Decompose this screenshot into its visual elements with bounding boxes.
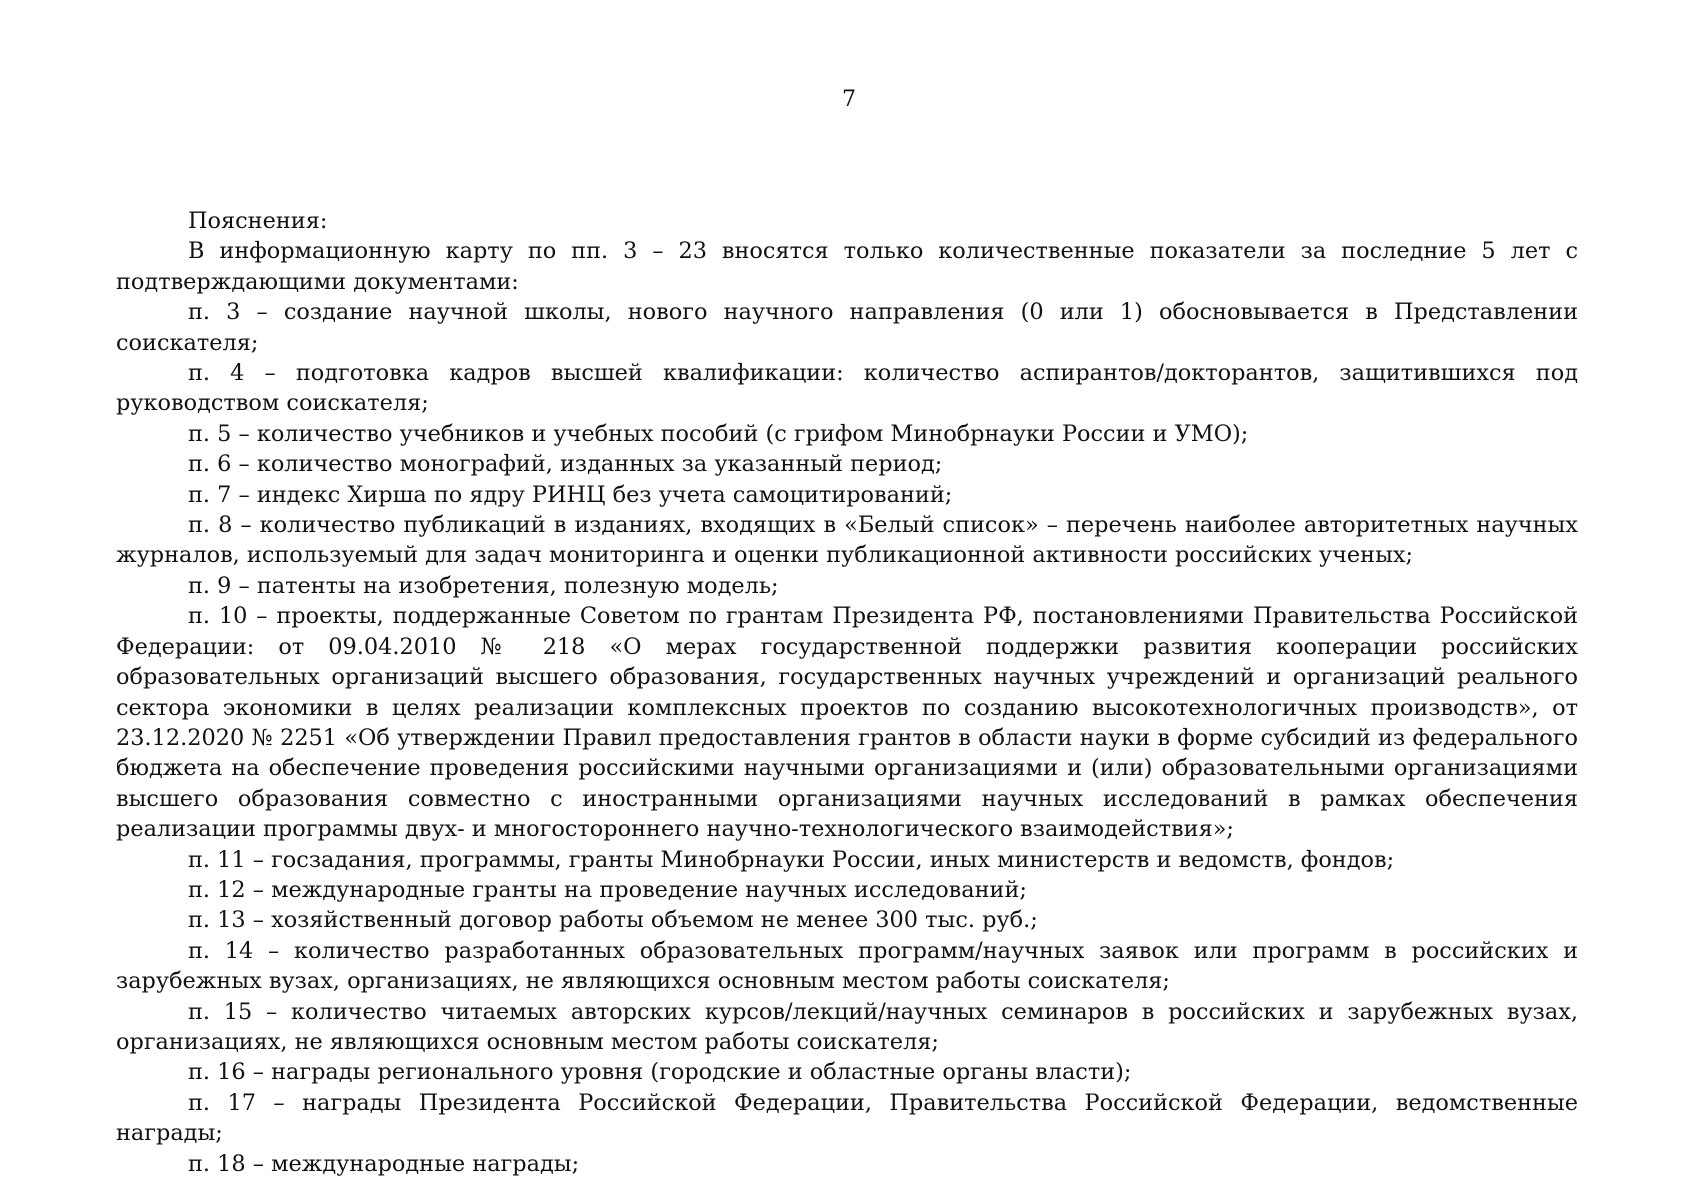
paragraph-item-4: п. 4 – подготовка кадров высшей квалификации: количество аспирантов/докторантов, защитившихся под руководством соискателя; xyxy=(116,360,1578,417)
paragraph-item-6: п. 6 – количество монографий, изданных за указанный период; xyxy=(188,451,943,478)
explanations-section xyxy=(116,206,1578,1179)
paragraph-item-17: п. 17 – награды Президента Российской Федерации, Правительства Российской Федерации, ведомственные награды; xyxy=(116,1089,1578,1147)
paragraph-item-9: п. 9 – патенты на изобретения, полезную модель; xyxy=(188,572,779,599)
paragraph-item-12: п. 12 – международные гранты на проведение научных исследований; xyxy=(188,876,1027,903)
paragraph-item-14: п. 14 – количество разработанных образовательных программ/научных заявок или программ в российских и зарубежных вузах, организациях, не являющихся основным местом работы соискателя; xyxy=(116,937,1578,995)
paragraph-item-10: п. 10 – проекты, поддержанные Советом по грантам Президента РФ, постановлениями Правительства Российской Федерации: от 09.04.2010 № 218 «О мерах государственной поддержки развития кооперации российских образовательных организаций высшего образования, государственных научных учреждений и организаций реального сектора экономики в целях реализации комплексных проектов по созданию высокотехнологичных производств», от 23.12.2020 № 2251 «Об утверждении Правил предоставления грантов в области науки в форме субсидий из федерального бюджета на обеспечение проведения российскими научными организациями и (или) образовательными организациями высшего образования совместно с иностранными организациями научных исследований в рамках обеспечения реализации программы двух- и многостороннего научно-технологического взаимодействия»; xyxy=(116,603,1578,843)
paragraph-item-5: п. 5 – количество учебников и учебных пособий (с грифом Минобрнауки России и УМО); xyxy=(188,420,1249,447)
paragraph-item-8: п. 8 – количество публикаций в изданиях, входящих в «Белый список» – перечень наиболее авторитетных научных журналов, используемый для задач мониторинга и оценки публикационной активности российских ученых; xyxy=(116,512,1578,569)
paragraph-item-16: п. 16 – награды регионального уровня (городские и областные органы власти); xyxy=(188,1059,1132,1086)
paragraph-item-7: п. 7 – индекс Хирша по ядру РИНЦ без учета самоцитирований; xyxy=(188,481,953,508)
paragraph-item-13: п. 13 – хозяйственный договор работы объемом не менее 300 тыс. руб.; xyxy=(188,907,1038,934)
paragraph-item-18: п. 18 – международные награды; xyxy=(188,1150,580,1177)
section-heading: Пояснения: xyxy=(188,208,328,234)
paragraph-item-11: п. 11 – госзадания, программы, гранты Минобрнауки России, иных министерств и ведомств, фондов; xyxy=(188,846,1395,873)
page-number: 7 xyxy=(842,87,856,112)
paragraph-item-15: п. 15 – количество читаемых авторских курсов/лекций/научных семинаров в российских и зарубежных вузах, организациях, не являющихся основным местом работы соискателя; xyxy=(116,998,1578,1055)
paragraph-intro: В информационную карту по пп. 3 – 23 вносятся только количественные показатели за последние 5 лет с подтверждающими документами: xyxy=(116,238,1578,295)
paragraph-item-3: п. 3 – создание научной школы, нового научного направления (0 или 1) обосновывается в Представлении соискателя; xyxy=(116,299,1578,356)
